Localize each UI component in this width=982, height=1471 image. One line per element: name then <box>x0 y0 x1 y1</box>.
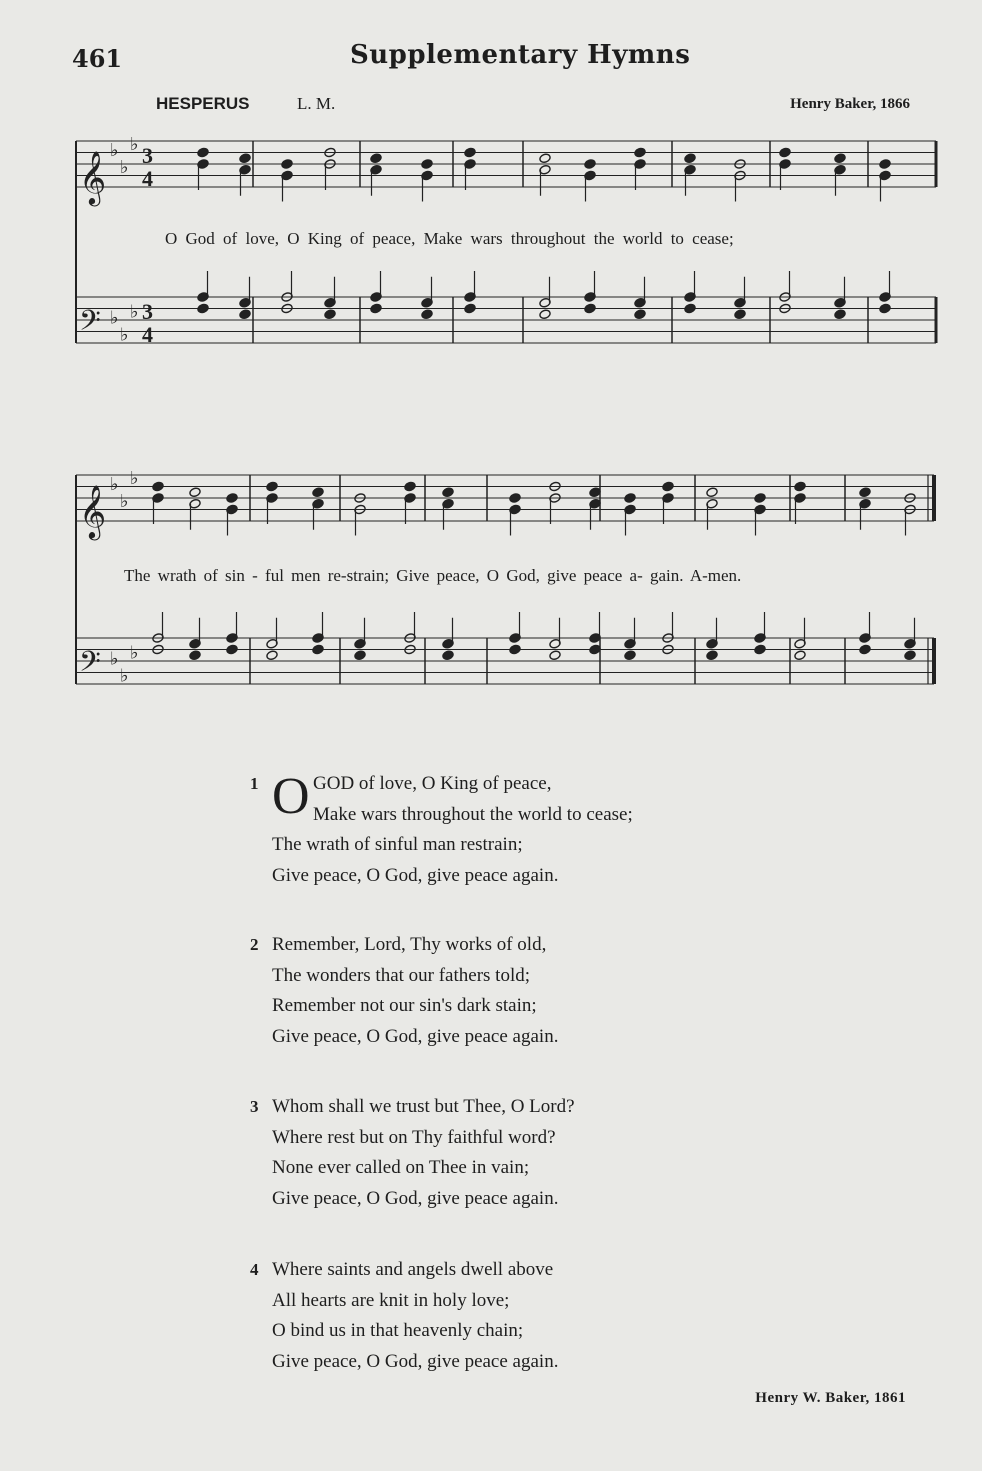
half-note <box>549 650 561 661</box>
section-title: Supplementary Hymns <box>350 40 691 70</box>
time-signature: 3 <box>142 143 153 168</box>
stanza-1 <box>250 768 633 891</box>
quarter-note <box>197 147 209 158</box>
hymn-author: Henry W. Baker, 1861 <box>755 1390 906 1406</box>
time-signature: 4 <box>142 322 153 347</box>
stanza-3 <box>250 1092 575 1214</box>
flat-icon: ♭ <box>120 157 129 178</box>
stanza-2 <box>250 930 559 1052</box>
quarter-note <box>834 153 846 164</box>
stanza-line: Remember not our sin's dark stain; <box>272 995 537 1016</box>
drop-cap: O <box>272 768 310 825</box>
stanza-4 <box>250 1255 559 1377</box>
flat-icon: ♭ <box>110 307 119 328</box>
stanza-line: All hearts are knit in holy love; <box>272 1289 510 1311</box>
stanza-line: Give peace, O God, give peace again. <box>272 1025 559 1047</box>
quarter-note <box>464 303 476 314</box>
flat-icon: ♭ <box>120 665 129 686</box>
quarter-note <box>584 303 596 314</box>
stanza-line: GOD of love, O King of peace, <box>313 773 552 794</box>
stanza-number: 2 <box>250 935 259 954</box>
quarter-note <box>266 481 278 492</box>
quarter-note <box>684 153 696 164</box>
stanza-line: Whom shall we trust but Thee, O Lord? <box>272 1096 575 1117</box>
quarter-note <box>624 493 636 504</box>
stanza-number: 3 <box>250 1097 259 1116</box>
quarter-note <box>509 493 521 504</box>
flat-icon: ♭ <box>120 491 129 512</box>
quarter-note <box>859 644 871 655</box>
quarter-note <box>879 159 891 170</box>
quarter-note <box>859 487 871 498</box>
time-signature: 4 <box>142 166 153 191</box>
quarter-note <box>226 493 238 504</box>
composer: Henry Baker, 1866 <box>790 96 910 112</box>
quarter-note <box>879 303 891 314</box>
quarter-note <box>312 487 324 498</box>
flat-icon: ♭ <box>110 473 119 494</box>
quarter-note <box>634 309 646 320</box>
stanza-line: The wonders that our fathers told; <box>272 964 531 986</box>
stanza-line: Where rest but on Thy faithful word? <box>272 1126 556 1148</box>
quarter-note <box>834 309 846 320</box>
meter: L. M. <box>297 94 336 113</box>
quarter-note <box>754 644 766 655</box>
half-note <box>706 487 718 498</box>
quarter-note <box>324 309 336 320</box>
page-number: 461 <box>72 44 123 73</box>
quarter-note <box>197 303 209 314</box>
music-system-2 <box>0 455 982 815</box>
stanza-line: The wrath of sinful man restrain; <box>272 834 523 855</box>
music-system-1 <box>0 120 982 500</box>
quarter-note <box>404 481 416 492</box>
half-note <box>189 487 201 498</box>
quarter-note <box>312 644 324 655</box>
quarter-note <box>152 481 164 492</box>
quarter-note <box>421 309 433 320</box>
flat-icon: ♭ <box>130 468 139 489</box>
stanza-number: 1 <box>250 774 259 793</box>
stanza-line: Give peace, O God, give peace again. <box>272 1187 559 1209</box>
quarter-note <box>754 493 766 504</box>
flat-icon: ♭ <box>120 324 129 345</box>
flat-icon: ♭ <box>110 139 119 160</box>
stanza-number: 4 <box>250 1260 259 1279</box>
half-note <box>539 153 551 164</box>
quarter-note <box>734 309 746 320</box>
quarter-note <box>354 650 366 661</box>
treble-clef-icon: 𝄞 <box>79 484 107 538</box>
quarter-note <box>226 644 238 655</box>
tune-name: HESPERUS <box>156 94 250 113</box>
bass-clef-icon: 𝄢 <box>79 645 101 686</box>
quarter-note <box>464 147 476 158</box>
quarter-note <box>442 650 454 661</box>
quarter-note <box>189 650 201 661</box>
quarter-note <box>684 303 696 314</box>
quarter-note <box>370 153 382 164</box>
flat-icon: ♭ <box>130 134 139 155</box>
stanza-line: Remember, Lord, Thy works of old, <box>272 934 547 955</box>
quarter-note <box>370 303 382 314</box>
quarter-note <box>904 650 916 661</box>
flat-icon: ♭ <box>130 301 139 322</box>
quarter-note <box>662 481 674 492</box>
quarter-note <box>634 147 646 158</box>
flat-icon: ♭ <box>130 642 139 663</box>
half-note <box>539 309 551 320</box>
quarter-note <box>239 309 251 320</box>
quarter-note <box>509 644 521 655</box>
quarter-note <box>442 487 454 498</box>
stanza-line: None ever called on Thee in vain; <box>272 1157 530 1178</box>
quarter-note <box>779 147 791 158</box>
quarter-note <box>794 481 806 492</box>
stanza-line: Where saints and angels dwell above <box>272 1259 554 1280</box>
treble-clef-icon: 𝄞 <box>79 150 107 204</box>
quarter-note <box>584 159 596 170</box>
stanza-line: O bind us in that heavenly chain; <box>272 1320 524 1341</box>
quarter-note <box>421 159 433 170</box>
bass-clef-icon: 𝄢 <box>79 304 101 345</box>
stanza-line: Give peace, O God, give peace again. <box>272 864 559 886</box>
lyrics-system-2: The wrath of sin - ful men re-strain; Give peace, O God, give peace a- gain. A-men. <box>124 566 742 585</box>
stanza-line: Give peace, O God, give peace again. <box>272 1350 559 1372</box>
quarter-note <box>624 650 636 661</box>
half-note <box>794 650 806 661</box>
half-note <box>266 650 278 661</box>
quarter-note <box>281 159 293 170</box>
lyrics-system-1: O God of love, O King of peace, Make wars throughout the world to cease; <box>165 229 734 248</box>
quarter-note <box>706 650 718 661</box>
time-signature: 3 <box>142 299 153 324</box>
flat-icon: ♭ <box>110 648 119 669</box>
stanza-line: Make wars throughout the world to cease; <box>313 803 633 825</box>
quarter-note <box>239 153 251 164</box>
